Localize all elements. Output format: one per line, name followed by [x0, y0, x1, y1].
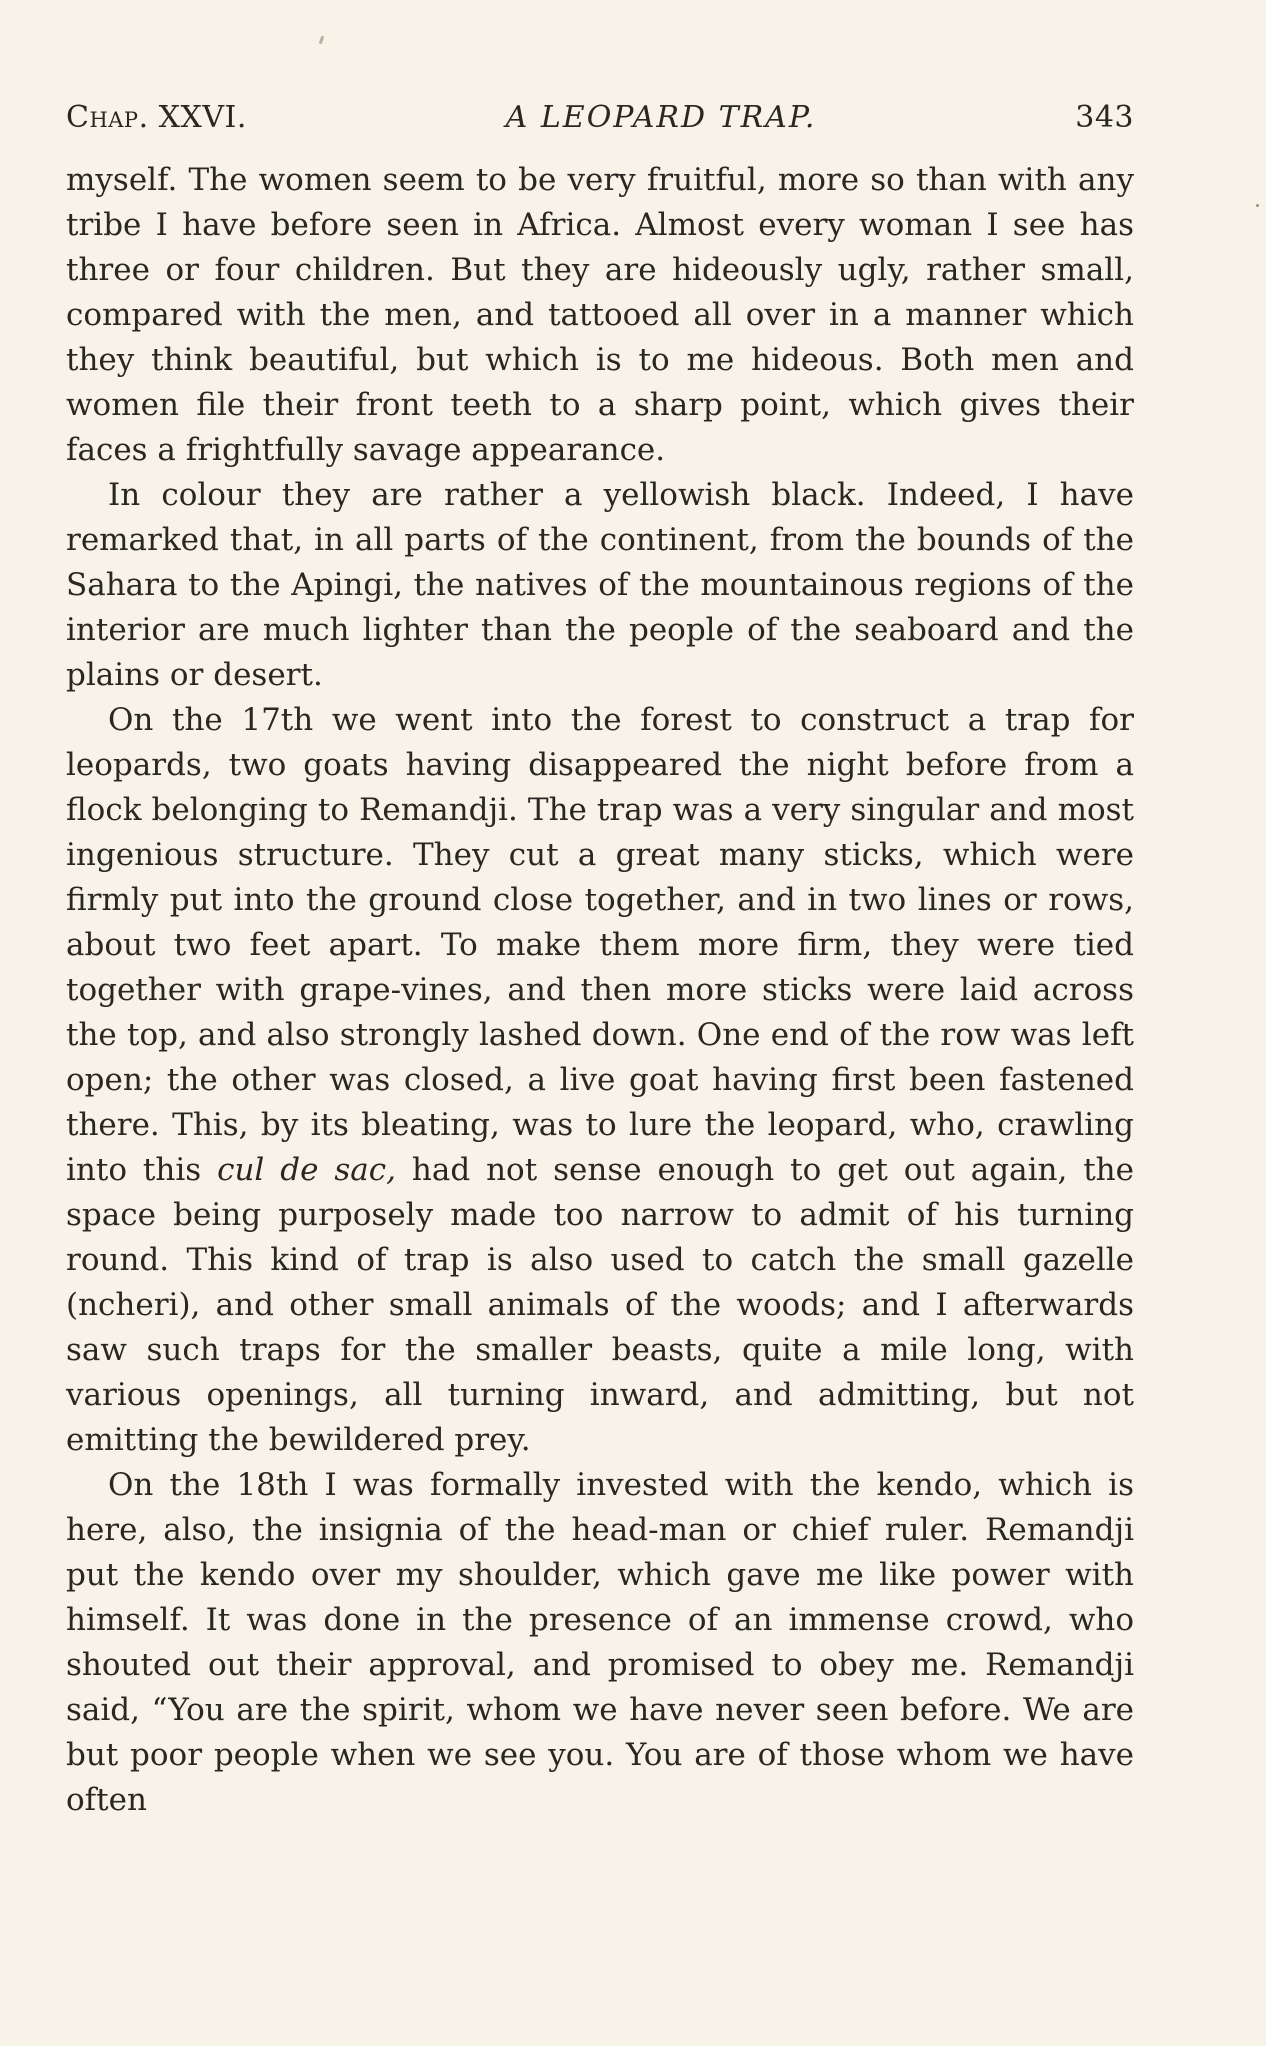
paragraph: In colour they are rather a yellowish black. Indeed, I have remarked that, in all parts of the continent, from the bounds of the Sahara to the Apingi, the natives of the mountainous regions of the interior are much lighter than the people of the seaboard and the plains or desert. [66, 477, 1134, 693]
paragraph: myself. The women seem to be very fruitful, more so than with any tribe I have before seen in Africa. Almost every woman I see has three or four children. But they are hideously ugly, rather small, compared with the men, and tattooed all over in a manner which they think beautiful, but which is to me hideous. Both men and women file their front teeth to a sharp point, which gives their faces a frightfully savage appearance. [66, 162, 1134, 468]
running-title: A LEOPARD TRAP. [505, 100, 817, 135]
page-number: 343 [1075, 100, 1134, 135]
book-page [66, 100, 1134, 1823]
paragraph-text: On the 17th we went into the forest to construct a trap for leopards, two goats having disappeared the night before from a flock belonging to Remandji. The trap was a very singular and most ingenious structure. They cut a great many sticks, which were firmly put into the ground close together, and in two lines or rows, about two feet apart. To make them more firm, they were tied together with grape-vines, and then more sticks were laid across the top, and also strongly lashed down. One end of the row was left open; the other was closed, a live goat having first been fastened there. This, by its bleating, was to lure the leopard, who, crawling into this [66, 702, 1134, 1188]
page-speck [1256, 204, 1259, 207]
paragraph-text: had not sense enough to get out again, the space being purposely made too narrow to admit of his turning round. This kind of trap is also used to catch the small gazelle (ncheri), and other small animals of the woods; and I afterwards saw such traps for the smaller beasts, quite a mile long, with various openings, all turning inward, and admitting, but not emitting the bewildered prey. [66, 1152, 1134, 1458]
page-speck [319, 36, 325, 45]
chapter-label: Chap. XXVI. [66, 100, 247, 135]
paragraph: On the 18th I was formally invested with the kendo, which is here, also, the insignia of the head-man or chief ruler. Remandji put the kendo over my shoulder, which gave me like power with himself. It was done in the presence of an immense crowd, who shouted out their approval, and promised to obey me. Remandji said, “You are the spirit, whom we have never seen before. We are but poor people when we see you. You are of those whom we have often [66, 1467, 1134, 1818]
italic-phrase: cul de sac, [217, 1152, 396, 1188]
paragraph [66, 698, 1134, 1463]
running-header [66, 100, 1134, 144]
